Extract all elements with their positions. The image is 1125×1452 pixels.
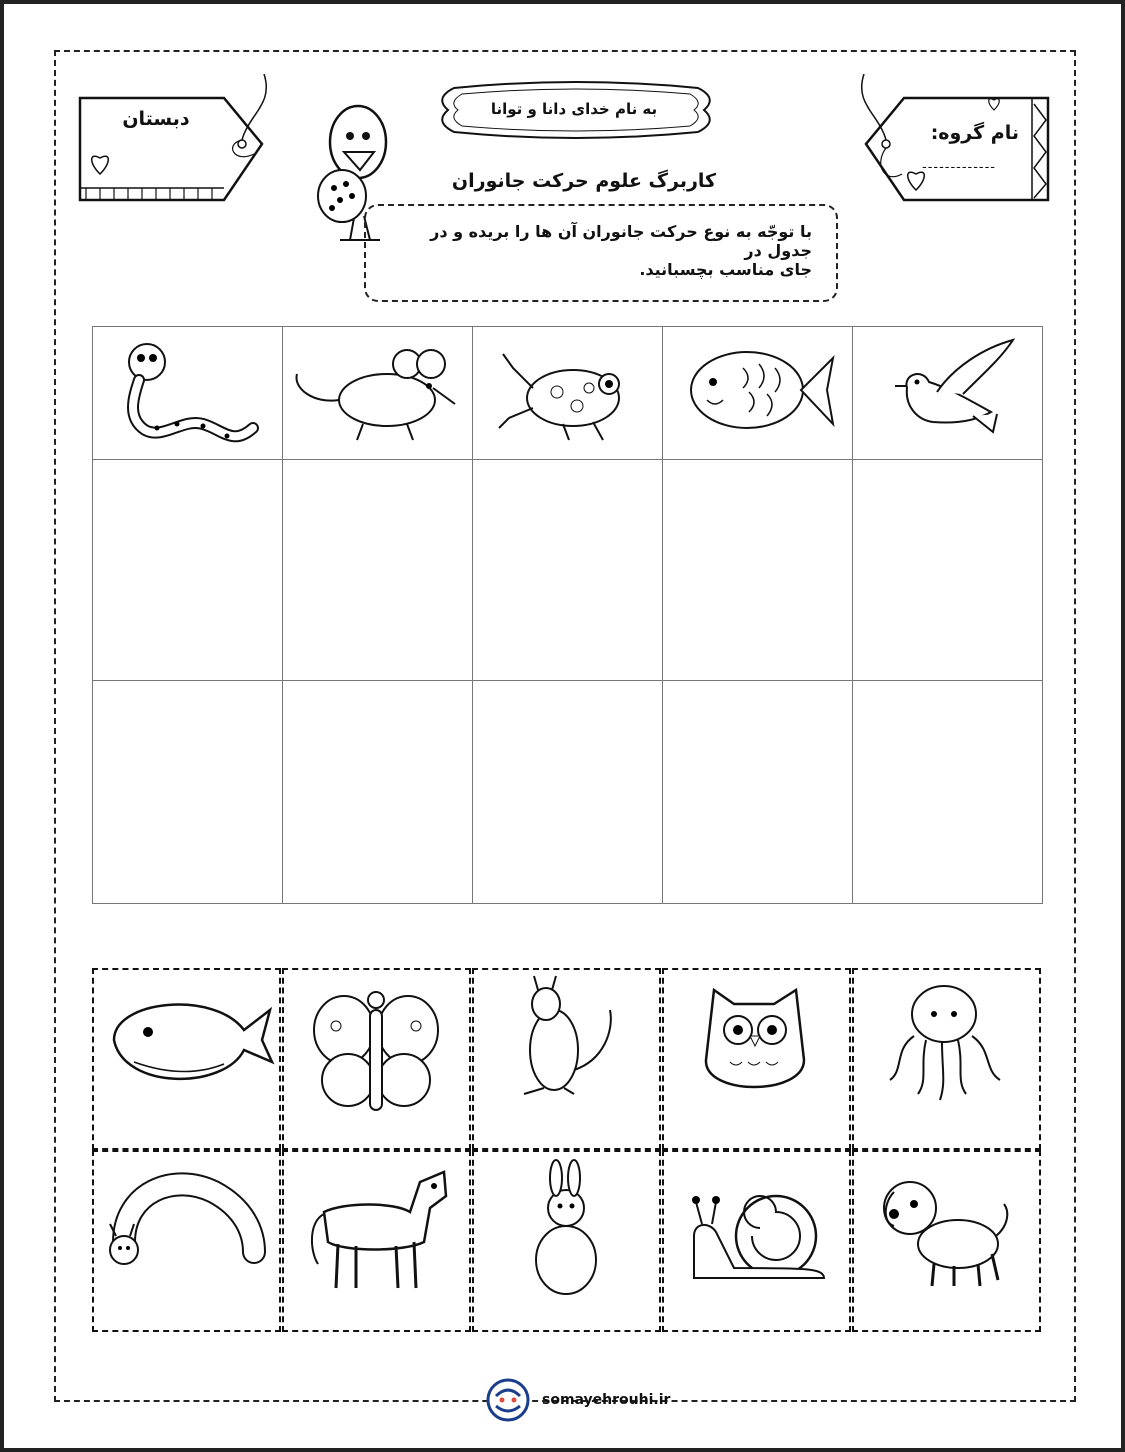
- cutout-cell-whale[interactable]: [92, 968, 281, 1150]
- drop-cell: [93, 460, 283, 681]
- drop-cell: [663, 460, 853, 681]
- cutout-cell-snail[interactable]: [662, 1150, 851, 1332]
- banner-text: به نام خدای دانا و توانا: [490, 100, 658, 118]
- header-cell-fish: [663, 327, 853, 460]
- drop-cell: [663, 681, 853, 904]
- group-label: نام گروه:: [930, 122, 1019, 144]
- group-tag-icon: [844, 74, 1054, 214]
- instruction-line-2: جای مناسب بچسبانید.: [639, 260, 812, 279]
- kangaroo-icon: [474, 970, 659, 1148]
- header-cell-snake: [93, 327, 283, 460]
- group-name-blank: -------------: [922, 160, 996, 175]
- cutout-cell-dog[interactable]: [852, 1150, 1041, 1332]
- header-cell-mouse: [283, 327, 473, 460]
- school-tag-icon: [74, 74, 284, 214]
- drop-cell: [473, 681, 663, 904]
- cutout-cell-kangaroo[interactable]: [472, 968, 661, 1150]
- header-cell-bird: [853, 327, 1043, 460]
- octopus-icon: [854, 970, 1039, 1148]
- snail-icon: [664, 1152, 849, 1330]
- drop-cell: [93, 681, 283, 904]
- horse-icon: [284, 1152, 469, 1330]
- instruction-box: [364, 204, 838, 302]
- drop-cell: [473, 460, 663, 681]
- mouse-icon: [283, 328, 472, 458]
- drop-cell: [853, 681, 1043, 904]
- rabbit-icon: [474, 1152, 659, 1330]
- owl-icon: [664, 970, 849, 1148]
- butterfly-icon: [284, 970, 469, 1148]
- dog-icon: [854, 1152, 1039, 1330]
- drop-cell: [283, 460, 473, 681]
- bird-icon: [853, 328, 1042, 458]
- fish-icon: [663, 328, 852, 458]
- school-label: دبستان: [122, 108, 190, 130]
- footer-site[interactable]: somayehrouhi.ir: [542, 1392, 671, 1408]
- cutout-cell-horse[interactable]: [282, 1150, 471, 1332]
- drop-cell: [853, 460, 1043, 681]
- instruction-line-1: با توجّه به نوع حرکت جانوران آن ها را بریده و در جدول در: [430, 222, 812, 260]
- frog-icon: [473, 328, 662, 458]
- worksheet-title: کاربرگ علوم حرکت جانوران: [451, 170, 717, 192]
- worksheet-page: [4, 4, 1121, 1448]
- site-logo-icon: [482, 1376, 538, 1422]
- header-cell-frog: [473, 327, 663, 460]
- movement-table: [92, 326, 1041, 904]
- cutout-cell-octopus[interactable]: [852, 968, 1041, 1150]
- cutout-cell-butterfly[interactable]: [282, 968, 471, 1150]
- snake-icon: [93, 328, 282, 458]
- cutout-cell-rabbit[interactable]: [472, 1150, 661, 1332]
- drop-cell: [283, 681, 473, 904]
- caterpillar-icon: [94, 1152, 279, 1330]
- whale-icon: [94, 970, 279, 1148]
- footer: [482, 1376, 671, 1416]
- cutout-cell-caterpillar[interactable]: [92, 1150, 281, 1332]
- cutout-cell-owl[interactable]: [662, 968, 851, 1150]
- cutout-grid: [92, 968, 1041, 1332]
